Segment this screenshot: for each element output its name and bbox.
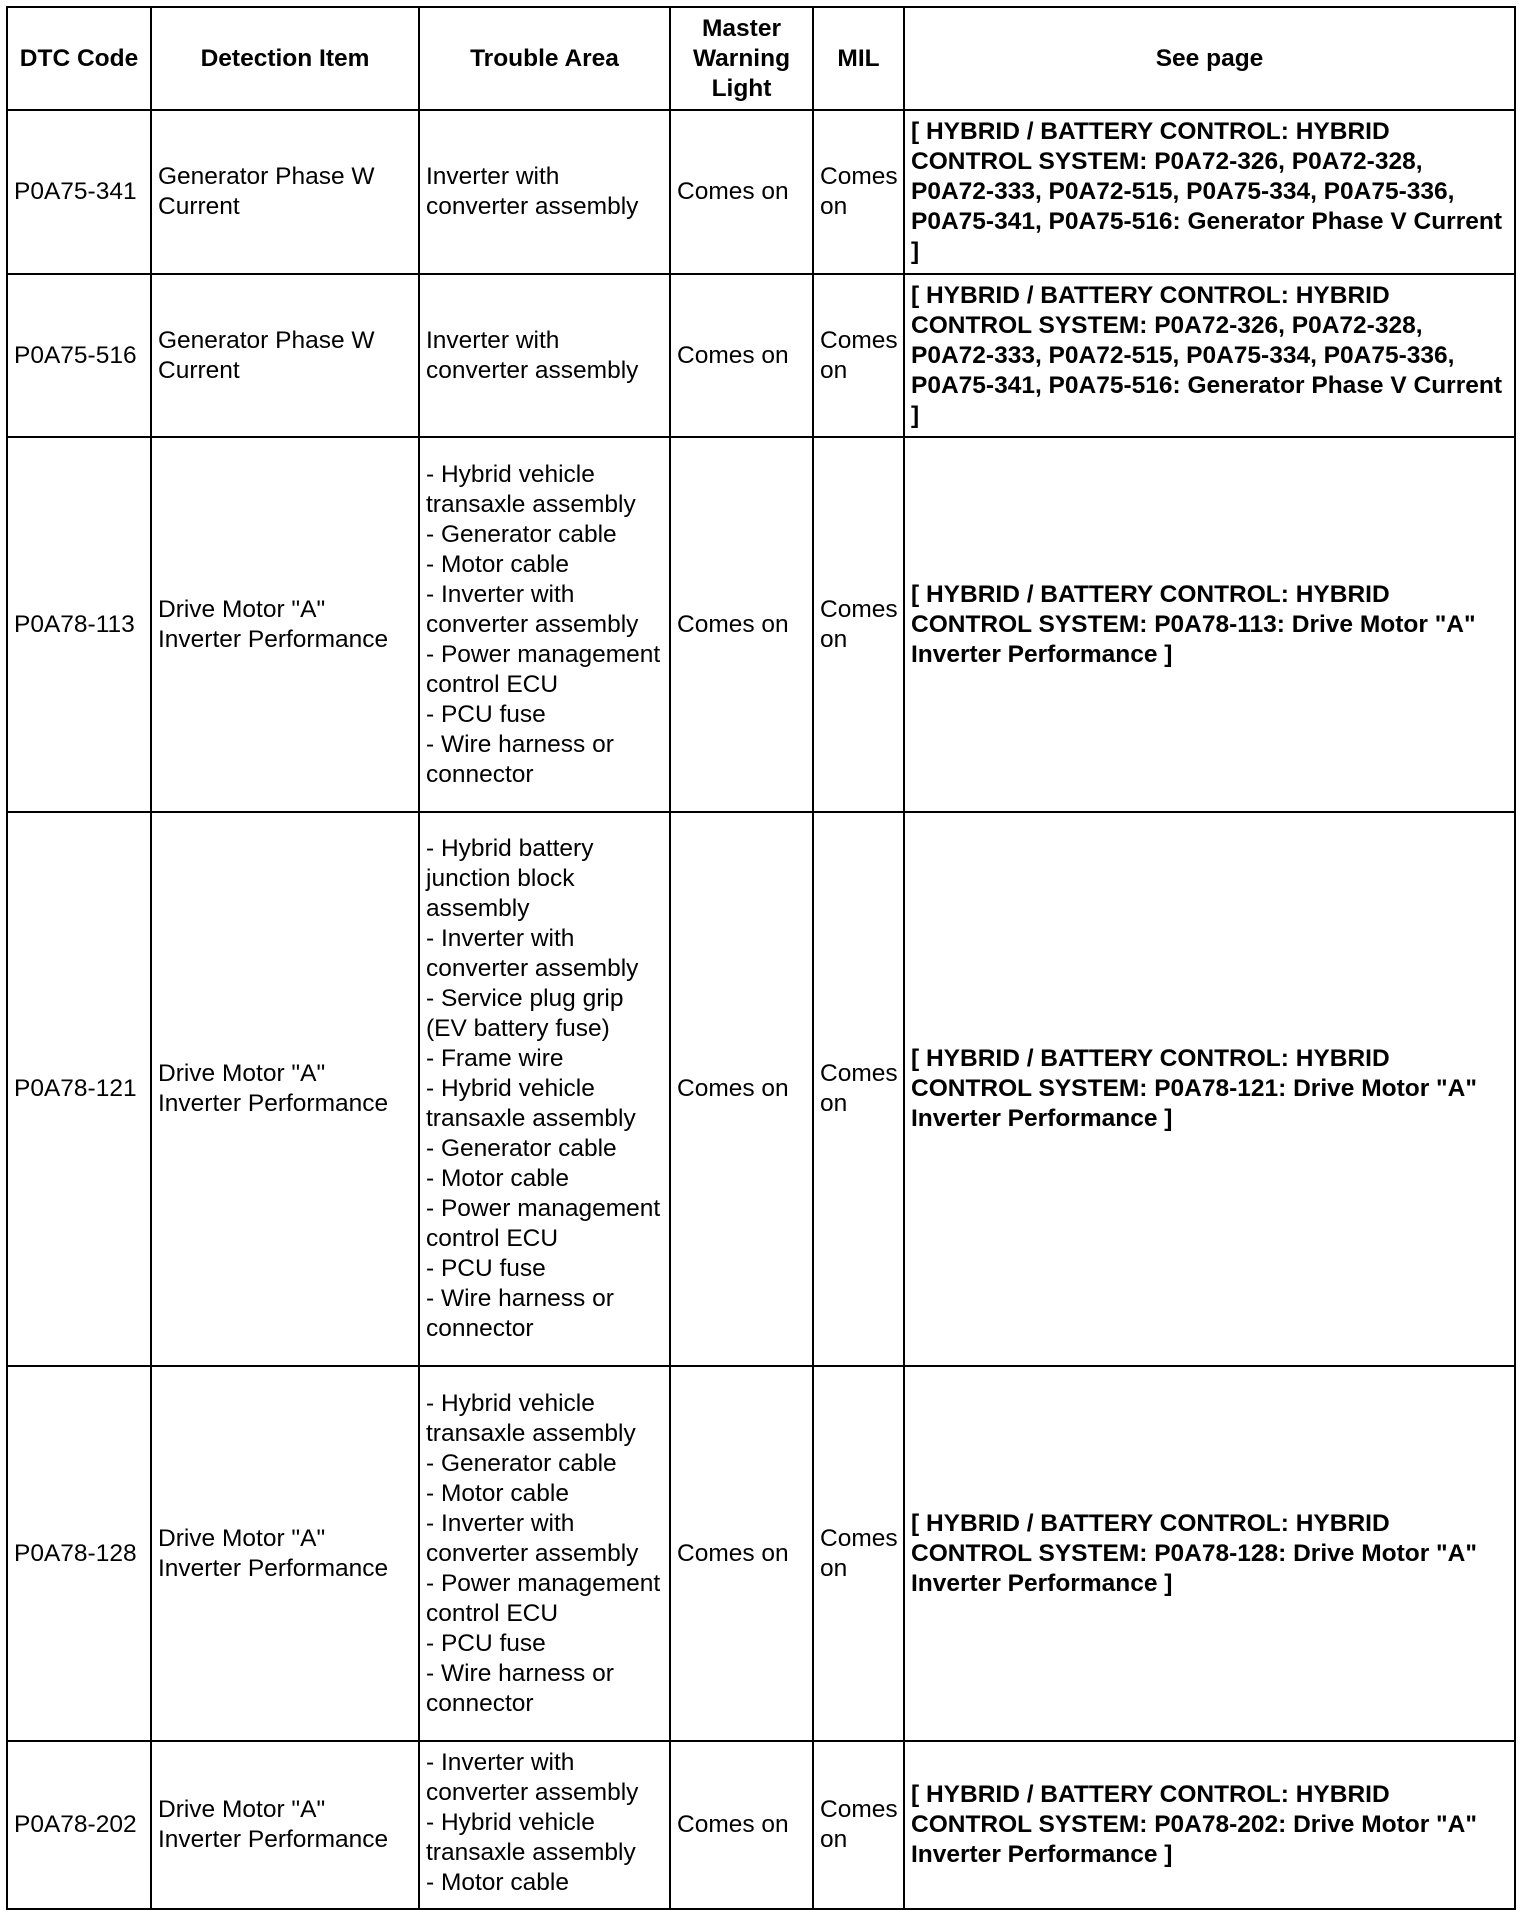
trouble-area-item: - Power management control ECU (426, 640, 668, 698)
mil-cell: Comes on (813, 812, 904, 1366)
trouble-area-item: - Generator cable (426, 1135, 617, 1162)
see-page-link[interactable]: [ HYBRID / BATTERY CONTROL: HYBRID CONTROL SYSTEM: P0A78-202: Drive Motor "A" Inverter Performance ] (904, 1741, 1515, 1909)
trouble-area-cell (419, 1366, 670, 1741)
dtc-code-cell: P0A78-128 (7, 1366, 151, 1741)
detection-item-cell: Drive Motor "A" Inverter Performance (151, 1741, 419, 1909)
trouble-area-item: - Motor cable (426, 1479, 569, 1507)
trouble-area-item: - PCU fuse (426, 1629, 546, 1657)
master-warning-light-cell: Comes on (670, 110, 813, 274)
trouble-area-item: - Inverter with converter assembly (426, 925, 639, 982)
trouble-area-cell (419, 437, 670, 812)
trouble-area-item: - Motor cable (426, 550, 569, 578)
table-row (7, 437, 1515, 812)
header-master-warning-light: Master Warning Light (670, 7, 813, 110)
detection-item-cell: Drive Motor "A" Inverter Performance (151, 437, 419, 812)
trouble-area-cell (419, 812, 670, 1366)
trouble-area-item: Inverter with converter assembly (426, 326, 639, 384)
master-warning-light-cell: Comes on (670, 812, 813, 1366)
trouble-area-item: - Wire harness or connector (426, 1659, 621, 1717)
trouble-area-item: - Generator cable (426, 1449, 617, 1477)
trouble-area-item: - PCU fuse (426, 700, 546, 728)
mil-cell: Comes on (813, 1366, 904, 1741)
dtc-table (6, 6, 1516, 1910)
see-page-link[interactable]: [ HYBRID / BATTERY CONTROL: HYBRID CONTROL SYSTEM: P0A72-326, P0A72-328, P0A72-333, P0A72-515, P0A75-334, P0A75-336, P0A75-341, P0A75-516: Generator Phase V Current ] (904, 274, 1515, 437)
see-page-link[interactable]: [ HYBRID / BATTERY CONTROL: HYBRID CONTROL SYSTEM: P0A78-128: Drive Motor "A" Inverter Performance ] (904, 1366, 1515, 1741)
see-page-link[interactable]: [ HYBRID / BATTERY CONTROL: HYBRID CONTROL SYSTEM: P0A72-326, P0A72-328, P0A72-333, P0A72-515, P0A75-334, P0A75-336, P0A75-341, P0A75-516: Generator Phase V Current ] (904, 110, 1515, 274)
detection-item-cell: Generator Phase W Current (151, 274, 419, 437)
mil-cell: Comes on (813, 110, 904, 274)
dtc-code-cell: P0A75-341 (7, 110, 151, 274)
table-row (7, 1741, 1515, 1909)
master-warning-light-cell: Comes on (670, 1366, 813, 1741)
master-warning-light-cell: Comes on (670, 1741, 813, 1909)
trouble-area-item: Inverter with converter assembly (426, 163, 639, 220)
trouble-area-item: - Motor cable (426, 1869, 569, 1896)
trouble-area-item: - PCU fuse (426, 1255, 546, 1282)
trouble-area-item: - Motor cable (426, 1165, 569, 1192)
trouble-area-item: - Hybrid battery junction block assembly (426, 835, 601, 922)
trouble-area-item: - Hybrid vehicle transaxle assembly (426, 1075, 636, 1132)
dtc-code-cell: P0A78-202 (7, 1741, 151, 1909)
detection-item-cell: Drive Motor "A" Inverter Performance (151, 812, 419, 1366)
mil-cell: Comes on (813, 437, 904, 812)
dtc-code-cell: P0A75-516 (7, 274, 151, 437)
trouble-area-item: - Service plug grip (EV battery fuse) (426, 985, 631, 1042)
header-dtc-code: DTC Code (7, 7, 151, 110)
dtc-code-cell: P0A78-121 (7, 812, 151, 1366)
detection-item-cell: Drive Motor "A" Inverter Performance (151, 1366, 419, 1741)
header-mil: MIL (813, 7, 904, 110)
header-row (7, 7, 1515, 110)
trouble-area-item: - Frame wire (426, 1045, 564, 1072)
trouble-area-item: - Power management control ECU (426, 1195, 668, 1252)
trouble-area-item: - Hybrid vehicle transaxle assembly (426, 1809, 636, 1866)
header-detection-item: Detection Item (151, 7, 419, 110)
master-warning-light-cell: Comes on (670, 274, 813, 437)
master-warning-light-cell: Comes on (670, 437, 813, 812)
see-page-link[interactable]: [ HYBRID / BATTERY CONTROL: HYBRID CONTROL SYSTEM: P0A78-121: Drive Motor "A" Inverter Performance ] (904, 812, 1515, 1366)
trouble-area-cell (419, 1741, 670, 1909)
table-row (7, 110, 1515, 274)
mil-cell: Comes on (813, 1741, 904, 1909)
dtc-code-cell: P0A78-113 (7, 437, 151, 812)
trouble-area-item: - Inverter with converter assembly (426, 580, 639, 638)
detection-item-cell: Generator Phase W Current (151, 110, 419, 274)
table-row (7, 1366, 1515, 1741)
header-see-page: See page (904, 7, 1515, 110)
trouble-area-cell (419, 274, 670, 437)
trouble-area-item: - Wire harness or connector (426, 1285, 621, 1342)
trouble-area-cell (419, 110, 670, 274)
trouble-area-item: - Wire harness or connector (426, 730, 621, 788)
mil-cell: Comes on (813, 274, 904, 437)
trouble-area-item: - Inverter with converter assembly (426, 1749, 639, 1806)
header-trouble-area: Trouble Area (419, 7, 670, 110)
see-page-link[interactable]: [ HYBRID / BATTERY CONTROL: HYBRID CONTROL SYSTEM: P0A78-113: Drive Motor "A" Inverter Performance ] (904, 437, 1515, 812)
trouble-area-item: - Inverter with converter assembly (426, 1509, 639, 1567)
trouble-area-item: - Generator cable (426, 520, 617, 548)
trouble-area-item: - Hybrid vehicle transaxle assembly (426, 1389, 636, 1447)
table-row (7, 274, 1515, 437)
trouble-area-item: - Hybrid vehicle transaxle assembly (426, 460, 636, 518)
table-row (7, 812, 1515, 1366)
trouble-area-item: - Power management control ECU (426, 1569, 668, 1627)
